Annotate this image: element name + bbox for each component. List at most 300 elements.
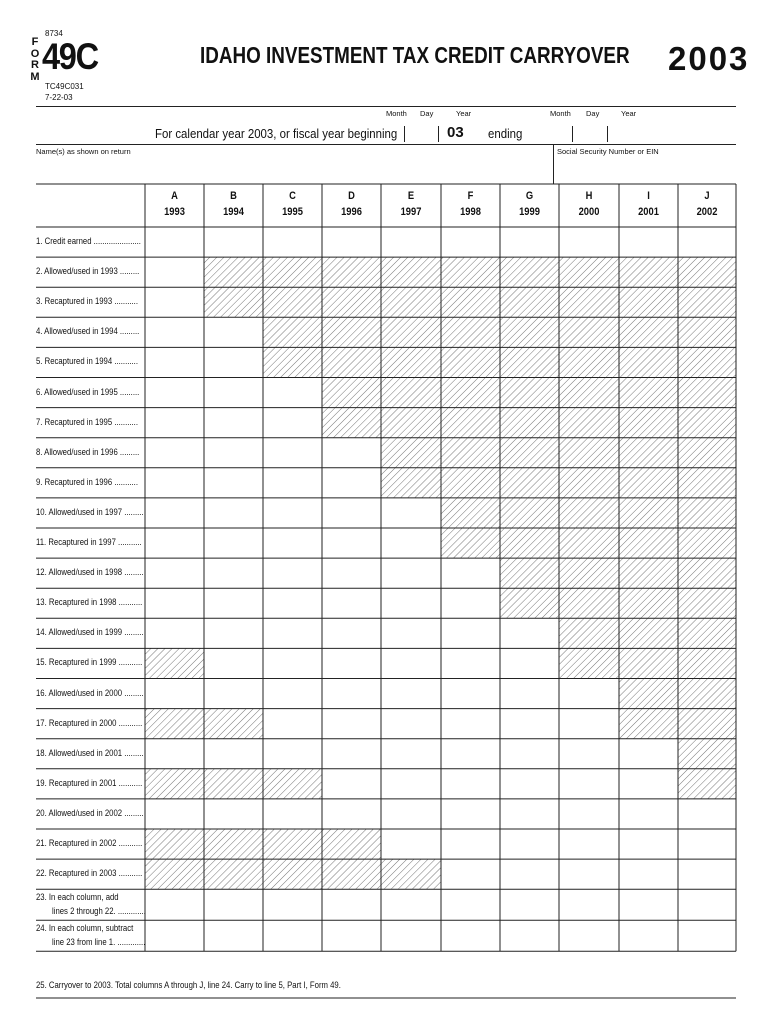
form-number: 49C: [42, 36, 98, 77]
begin-month-label: Month: [386, 109, 407, 118]
hatched-cell: [263, 257, 322, 287]
column-letter: F: [467, 190, 474, 202]
hatched-cell: [559, 408, 619, 438]
entry-cell[interactable]: [204, 618, 263, 648]
row-label: 6. Allowed/used in 1995 .........: [36, 386, 140, 397]
hatched-cell: [322, 829, 381, 859]
hatched-cell: [678, 317, 736, 347]
entry-cell[interactable]: [381, 769, 441, 799]
hatched-cell: [204, 829, 263, 859]
form-letter: M: [30, 70, 40, 83]
hatched-cell: [441, 528, 500, 558]
entry-cell[interactable]: [381, 799, 441, 829]
entry-cell[interactable]: [678, 799, 736, 829]
entry-cell[interactable]: [381, 920, 441, 951]
entry-cell[interactable]: [381, 588, 441, 618]
hatched-cell: [204, 859, 263, 889]
hatched-cell: [559, 438, 619, 468]
column-year: 1997: [400, 206, 422, 218]
entry-cell[interactable]: [204, 679, 263, 709]
hatched-cell: [559, 648, 619, 678]
column-letter: J: [704, 190, 710, 202]
entry-cell[interactable]: [559, 227, 619, 257]
entry-cell[interactable]: [619, 889, 678, 920]
hatched-cell: [500, 408, 559, 438]
entry-cell[interactable]: [145, 618, 204, 648]
hatched-cell: [322, 378, 381, 408]
names-label: Name(s) as shown on return: [36, 147, 131, 156]
entry-cell[interactable]: [441, 709, 500, 739]
entry-cell[interactable]: [204, 438, 263, 468]
hatched-cell: [619, 347, 678, 377]
entry-cell[interactable]: [145, 257, 204, 287]
entry-cell[interactable]: [322, 588, 381, 618]
hatched-cell: [381, 287, 441, 317]
entry-cell[interactable]: [204, 347, 263, 377]
entry-cell[interactable]: [441, 859, 500, 889]
hatched-cell: [619, 618, 678, 648]
row-label: 3. Recaptured in 1993 ...........: [36, 296, 138, 307]
hatched-cell: [500, 498, 559, 528]
column-year: 1995: [282, 206, 303, 218]
row-label-continued: line 23 from line 1. .............: [52, 937, 146, 948]
entry-cell[interactable]: [619, 227, 678, 257]
hatched-cell: [145, 769, 204, 799]
hatched-cell: [619, 468, 678, 498]
revision-date: 7-22-03: [45, 93, 73, 102]
entry-cell[interactable]: [145, 498, 204, 528]
hatched-cell: [381, 859, 441, 889]
entry-cell[interactable]: [145, 528, 204, 558]
entry-cell[interactable]: [263, 408, 322, 438]
entry-cell[interactable]: [441, 829, 500, 859]
hatched-cell: [500, 287, 559, 317]
entry-cell[interactable]: [500, 799, 559, 829]
entry-cell[interactable]: [145, 739, 204, 769]
entry-cell[interactable]: [441, 588, 500, 618]
entry-cell[interactable]: [500, 920, 559, 951]
entry-cell[interactable]: [441, 920, 500, 951]
hatched-cell: [500, 438, 559, 468]
hatched-cell: [381, 378, 441, 408]
column-letter: E: [407, 190, 415, 202]
hatched-cell: [678, 528, 736, 558]
row-label: 2. Allowed/used in 1993 .........: [36, 266, 140, 277]
entry-cell[interactable]: [500, 859, 559, 889]
hatched-cell: [441, 498, 500, 528]
entry-cell[interactable]: [678, 889, 736, 920]
row-label: 7. Recaptured in 1995 ...........: [36, 416, 138, 427]
hatched-cell: [381, 438, 441, 468]
entry-cell[interactable]: [441, 618, 500, 648]
column-year: 1993: [164, 206, 185, 218]
entry-cell[interactable]: [322, 769, 381, 799]
hatched-cell: [559, 257, 619, 287]
entry-cell[interactable]: [381, 709, 441, 739]
row-label: 5. Recaptured in 1994 ...........: [36, 356, 138, 367]
row-label: 16. Allowed/used in 2000 .........: [36, 687, 144, 698]
entry-cell[interactable]: [322, 498, 381, 528]
row-label: 11. Recaptured in 1997 ...........: [36, 537, 142, 547]
hatched-cell: [322, 859, 381, 889]
hatched-cell: [263, 287, 322, 317]
hatched-cell: [441, 317, 500, 347]
hatched-cell: [619, 709, 678, 739]
hatched-cell: [619, 528, 678, 558]
entry-cell[interactable]: [322, 739, 381, 769]
hatched-cell: [678, 769, 736, 799]
hatched-cell: [500, 588, 559, 618]
hatched-cell: [619, 648, 678, 678]
form-letter: R: [31, 59, 39, 71]
entry-cell[interactable]: [145, 799, 204, 829]
entry-cell[interactable]: [381, 679, 441, 709]
entry-cell[interactable]: [381, 829, 441, 859]
entry-cell[interactable]: [263, 709, 322, 739]
hatched-cell: [678, 498, 736, 528]
column-letter: G: [525, 190, 534, 202]
hatched-cell: [263, 859, 322, 889]
entry-cell[interactable]: [263, 679, 322, 709]
hatched-cell: [500, 558, 559, 588]
hatched-cell: [678, 378, 736, 408]
hatched-cell: [559, 528, 619, 558]
hatched-cell: [204, 709, 263, 739]
hatched-cell: [204, 769, 263, 799]
hatched-cell: [500, 257, 559, 287]
entry-cell[interactable]: [322, 227, 381, 257]
hatched-cell: [322, 347, 381, 377]
column-letter: D: [348, 190, 355, 202]
entry-cell[interactable]: [263, 739, 322, 769]
hatched-cell: [204, 287, 263, 317]
hatched-cell: [678, 558, 736, 588]
entry-cell[interactable]: [263, 227, 322, 257]
entry-cell[interactable]: [263, 889, 322, 920]
entry-cell[interactable]: [500, 709, 559, 739]
entry-cell[interactable]: [619, 829, 678, 859]
entry-cell[interactable]: [322, 709, 381, 739]
entry-cell[interactable]: [322, 679, 381, 709]
entry-cell[interactable]: [322, 468, 381, 498]
entry-cell[interactable]: [441, 679, 500, 709]
column-letter: B: [230, 190, 237, 202]
entry-cell[interactable]: [441, 799, 500, 829]
period-text: For calendar year 2003, or fiscal year beginning: [155, 126, 398, 141]
end-month-label: Month: [550, 109, 571, 118]
row-label: 9. Recaptured in 1996 ...........: [36, 476, 138, 487]
form-code: 8734: [45, 29, 63, 38]
hatched-cell: [619, 257, 678, 287]
row-label: 15. Recaptured in 1999 ...........: [36, 657, 143, 668]
entry-cell[interactable]: [559, 799, 619, 829]
hatched-cell: [441, 468, 500, 498]
entry-cell[interactable]: [619, 920, 678, 951]
entry-cell[interactable]: [678, 227, 736, 257]
entry-cell[interactable]: [145, 378, 204, 408]
hatched-cell: [381, 317, 441, 347]
row-label: 10. Allowed/used in 1997 .........: [36, 506, 144, 517]
column-letter: C: [289, 190, 296, 202]
hatched-cell: [559, 317, 619, 347]
hatched-cell: [441, 408, 500, 438]
column-year: 1998: [460, 206, 481, 218]
hatched-cell: [678, 679, 736, 709]
entry-cell[interactable]: [263, 648, 322, 678]
entry-cell[interactable]: [145, 347, 204, 377]
entry-cell[interactable]: [263, 378, 322, 408]
entry-cell[interactable]: [204, 889, 263, 920]
entry-cell[interactable]: [145, 408, 204, 438]
entry-cell[interactable]: [145, 468, 204, 498]
hatched-cell: [500, 528, 559, 558]
entry-cell[interactable]: [322, 438, 381, 468]
ending-label: ending: [488, 126, 523, 141]
entry-cell[interactable]: [263, 558, 322, 588]
hatched-cell: [500, 317, 559, 347]
entry-cell[interactable]: [145, 227, 204, 257]
hatched-cell: [263, 769, 322, 799]
hatched-cell: [381, 408, 441, 438]
form-letter: F: [31, 36, 39, 48]
entry-cell[interactable]: [381, 227, 441, 257]
entry-cell[interactable]: [441, 769, 500, 799]
hatched-cell: [678, 287, 736, 317]
hatched-cell: [441, 287, 500, 317]
hatched-cell: [559, 498, 619, 528]
column-year: 1999: [519, 206, 540, 218]
hatched-cell: [263, 829, 322, 859]
column-letter: A: [171, 190, 178, 202]
entry-cell[interactable]: [145, 558, 204, 588]
hatched-cell: [678, 709, 736, 739]
form-letter: O: [30, 47, 40, 60]
entry-cell[interactable]: [204, 739, 263, 769]
entry-cell[interactable]: [145, 317, 204, 347]
hatched-cell: [619, 679, 678, 709]
line-25-label: 25. Carryover to 2003. Total columns A through J, line 24. Carry to line 5, Part I, Form 49.: [36, 980, 341, 990]
entry-cell[interactable]: [145, 889, 204, 920]
entry-cell[interactable]: [619, 739, 678, 769]
hatched-cell: [500, 347, 559, 377]
entry-cell[interactable]: [381, 558, 441, 588]
entry-cell[interactable]: [441, 558, 500, 588]
hatched-cell: [619, 498, 678, 528]
hatched-cell: [559, 347, 619, 377]
column-year: 2002: [696, 206, 718, 218]
entry-cell[interactable]: [263, 438, 322, 468]
begin-year-field[interactable]: 03: [447, 124, 464, 141]
hatched-cell: [559, 558, 619, 588]
begin-year-label: Year: [456, 109, 472, 118]
entry-cell[interactable]: [204, 528, 263, 558]
entry-cell[interactable]: [322, 889, 381, 920]
entry-cell[interactable]: [559, 769, 619, 799]
hatched-cell: [619, 287, 678, 317]
entry-cell[interactable]: [500, 889, 559, 920]
entry-cell[interactable]: [204, 648, 263, 678]
hatched-cell: [441, 257, 500, 287]
hatched-cell: [619, 558, 678, 588]
entry-cell[interactable]: [204, 317, 263, 347]
entry-cell[interactable]: [204, 408, 263, 438]
entry-cell[interactable]: [441, 739, 500, 769]
entry-cell[interactable]: [204, 799, 263, 829]
hatched-cell: [619, 408, 678, 438]
hatched-cell: [619, 317, 678, 347]
entry-cell[interactable]: [204, 498, 263, 528]
entry-cell[interactable]: [145, 588, 204, 618]
hatched-cell: [559, 468, 619, 498]
column-year: 2001: [638, 206, 659, 218]
row-label-continued: lines 2 through 22. .............: [52, 906, 146, 917]
hatched-cell: [678, 438, 736, 468]
entry-cell[interactable]: [500, 227, 559, 257]
entry-cell[interactable]: [381, 528, 441, 558]
hatched-cell: [263, 317, 322, 347]
entry-cell[interactable]: [322, 648, 381, 678]
entry-cell[interactable]: [263, 468, 322, 498]
end-year-label: Year: [621, 109, 637, 118]
entry-cell[interactable]: [263, 920, 322, 951]
hatched-cell: [678, 468, 736, 498]
end-day-label: Day: [586, 109, 600, 118]
entry-cell[interactable]: [381, 618, 441, 648]
row-label: 13. Recaptured in 1998 ...........: [36, 597, 143, 608]
entry-cell[interactable]: [263, 498, 322, 528]
begin-day-label: Day: [420, 109, 434, 118]
row-label: 18. Allowed/used in 2001 .........: [36, 747, 144, 758]
entry-cell[interactable]: [381, 889, 441, 920]
entry-cell[interactable]: [619, 769, 678, 799]
row-label: 20. Allowed/used in 2002 .........: [36, 807, 144, 818]
entry-cell[interactable]: [500, 648, 559, 678]
hatched-cell: [441, 347, 500, 377]
column-letter: H: [585, 190, 593, 202]
entry-cell[interactable]: [559, 709, 619, 739]
hatched-cell: [678, 618, 736, 648]
entry-cell[interactable]: [559, 829, 619, 859]
entry-cell[interactable]: [263, 528, 322, 558]
hatched-cell: [441, 438, 500, 468]
hatched-cell: [678, 257, 736, 287]
hatched-cell: [322, 257, 381, 287]
entry-cell[interactable]: [263, 618, 322, 648]
hatched-cell: [145, 709, 204, 739]
hatched-cell: [381, 468, 441, 498]
entry-cell[interactable]: [559, 889, 619, 920]
form-title: IDAHO INVESTMENT TAX CREDIT CARRYOVER: [200, 42, 630, 68]
hatched-cell: [619, 588, 678, 618]
row-label: 8. Allowed/used in 1996 .........: [36, 446, 140, 457]
entry-cell[interactable]: [322, 618, 381, 648]
row-label: 22. Recaptured in 2003 ...........: [36, 868, 143, 879]
entry-cell[interactable]: [619, 859, 678, 889]
entry-cell[interactable]: [441, 889, 500, 920]
hatched-cell: [145, 829, 204, 859]
entry-cell[interactable]: [559, 920, 619, 951]
hatched-cell: [559, 378, 619, 408]
entry-cell[interactable]: [145, 287, 204, 317]
entry-cell[interactable]: [381, 648, 441, 678]
entry-cell[interactable]: [678, 859, 736, 889]
hatched-cell: [145, 648, 204, 678]
entry-cell[interactable]: [678, 829, 736, 859]
entry-cell[interactable]: [263, 799, 322, 829]
hatched-cell: [678, 408, 736, 438]
column-year: 1994: [223, 206, 244, 218]
entry-cell[interactable]: [500, 679, 559, 709]
hatched-cell: [678, 648, 736, 678]
tax-year: 2003: [668, 40, 750, 77]
entry-cell[interactable]: [204, 588, 263, 618]
hatched-cell: [204, 257, 263, 287]
column-year: 2000: [578, 206, 600, 218]
entry-cell[interactable]: [678, 920, 736, 951]
entry-cell[interactable]: [145, 679, 204, 709]
hatched-cell: [559, 618, 619, 648]
entry-cell[interactable]: [204, 227, 263, 257]
entry-cell[interactable]: [441, 648, 500, 678]
hatched-cell: [322, 317, 381, 347]
hatched-cell: [381, 347, 441, 377]
entry-cell[interactable]: [204, 558, 263, 588]
entry-cell[interactable]: [322, 528, 381, 558]
hatched-cell: [678, 347, 736, 377]
entry-cell[interactable]: [322, 558, 381, 588]
hatched-cell: [500, 468, 559, 498]
entry-cell[interactable]: [381, 739, 441, 769]
hatched-cell: [381, 257, 441, 287]
entry-cell[interactable]: [559, 679, 619, 709]
entry-cell[interactable]: [500, 618, 559, 648]
hatched-cell: [559, 287, 619, 317]
hatched-cell: [145, 859, 204, 889]
row-label: 17. Recaptured in 2000 ...........: [36, 717, 143, 728]
hatched-cell: [559, 588, 619, 618]
hatched-cell: [322, 287, 381, 317]
entry-cell[interactable]: [145, 438, 204, 468]
entry-cell[interactable]: [559, 739, 619, 769]
entry-cell[interactable]: [204, 468, 263, 498]
row-label: 1. Credit earned ......................: [36, 236, 141, 246]
entry-cell[interactable]: [204, 920, 263, 951]
entry-cell[interactable]: [204, 378, 263, 408]
hatched-cell: [263, 347, 322, 377]
entry-cell[interactable]: [263, 588, 322, 618]
hatched-cell: [441, 378, 500, 408]
column-letter: I: [647, 190, 650, 202]
entry-cell[interactable]: [619, 799, 678, 829]
entry-cell[interactable]: [500, 829, 559, 859]
entry-cell[interactable]: [381, 498, 441, 528]
entry-cell[interactable]: [322, 920, 381, 951]
row-label: 19. Recaptured in 2001 ...........: [36, 777, 143, 788]
entry-cell[interactable]: [500, 769, 559, 799]
row-label: 12. Allowed/used in 1998 .........: [36, 567, 144, 578]
hatched-cell: [500, 378, 559, 408]
entry-cell[interactable]: [559, 859, 619, 889]
entry-cell[interactable]: [500, 739, 559, 769]
hatched-cell: [678, 739, 736, 769]
entry-cell[interactable]: [145, 920, 204, 951]
row-label: 21. Recaptured in 2002 ...........: [36, 838, 143, 848]
ssn-label: Social Security Number or EIN: [557, 147, 659, 156]
row-label: 14. Allowed/used in 1999 .........: [36, 627, 144, 638]
column-year: 1996: [341, 206, 362, 218]
entry-cell[interactable]: [322, 799, 381, 829]
entry-cell[interactable]: [441, 227, 500, 257]
